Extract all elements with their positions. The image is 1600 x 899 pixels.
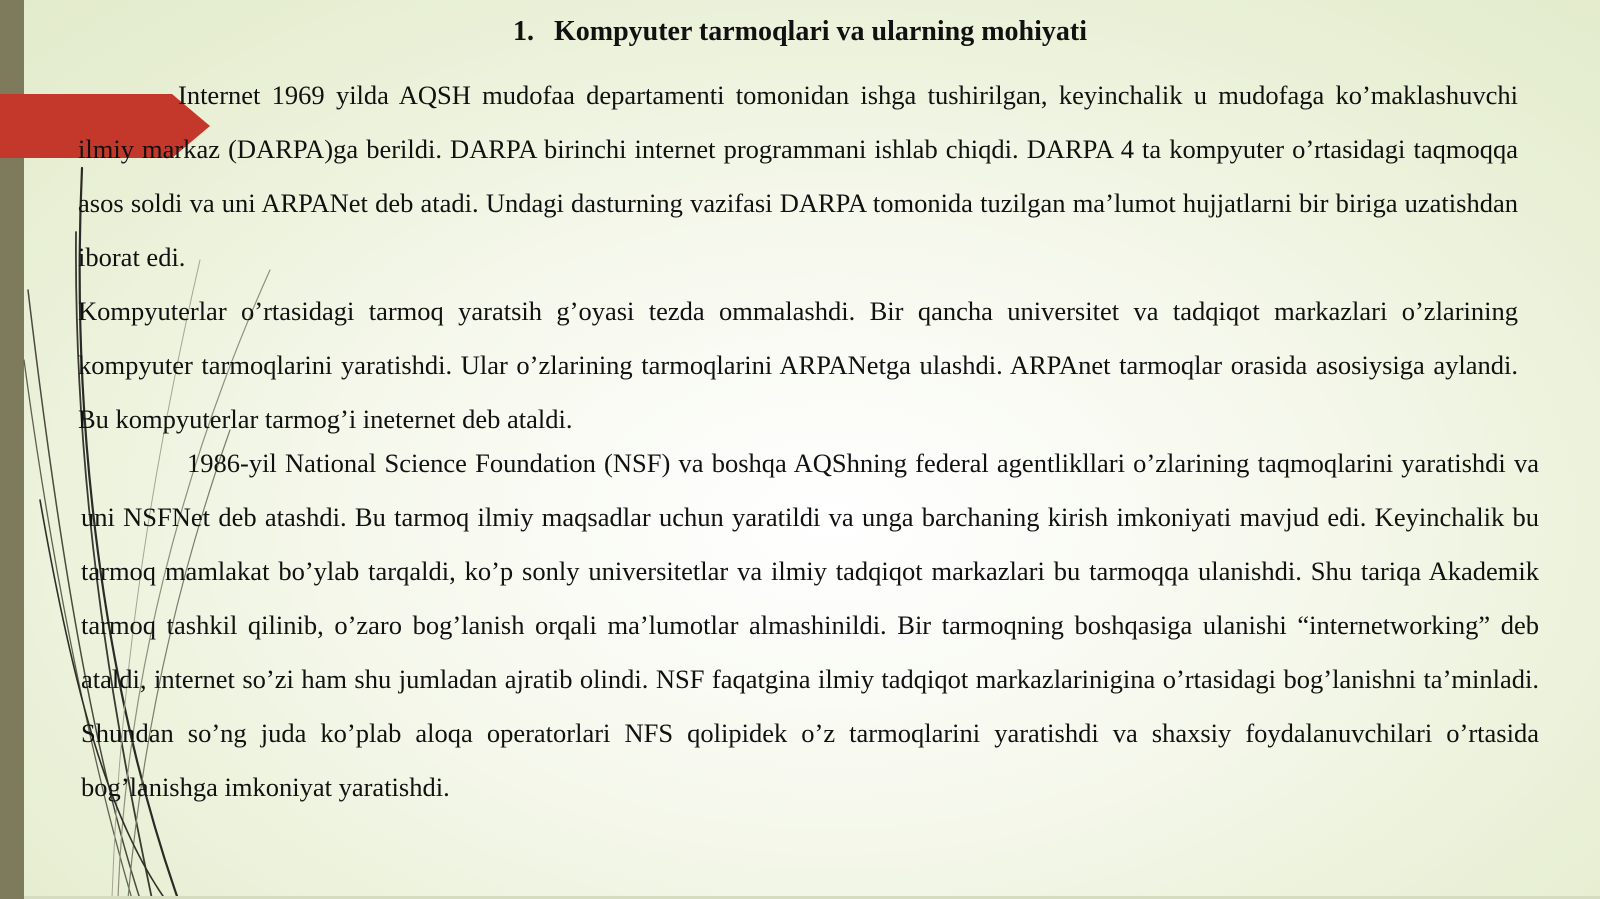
- paragraph-1: Internet 1969 yilda AQSH mudofaa departamenti tomonidan ishga tushirilgan, keyinchalik u mudofaga ko’maklashuvchi ilmiy markaz (DARPA)ga berildi. DARPA birinchi internet programmani ishlab chiqdi. DARPA 4 ta kompyuter o’rtasidagi taqmoqqa asos soldi va uni ARPANet deb atadi. Undagi dasturning vazifasi DARPA tomonida tuzilgan ma’lumot hujjatlarni bir biriga uzatishdan iborat edi.: [78, 80, 1518, 272]
- paragraph-3: 1986-yil National Science Foundation (NSF) va boshqa AQShning federal agentlikllari o’zlarining taqmoqlarini yaratishdi va uni NSFNet deb atashdi. Bu tarmoq ilmiy maqsadlar uchun yaratildi va unga barchaning kirish imkoniyati mavjud edi. Keyinchalik bu tarmoq mamlakat bo’ylab tarqaldi, ko’p sonly universitetlar va ilmiy tadqiqot markazlari bu tarmoqqa ulanishdi. Shu tariqa Akademik tarmoq tashkil qilinib, o’zaro bog’lanish orqali ma’lumotlar almashinildi. Bir tarmoqning boshqasiga ulanishi “internetworking” deb ataldi, internet so’zi ham shu jumladan ajratib olindi. NSF faqatgina ilmiy tadqiqot markazlarinigina o’rtasidagi bog’lanishni ta’minladi. Shundan so’ng juda ko’plab aloqa operatorlari NFS qolipidek o’z tarmoqlarini yaratishdi va shaxsiy foydalanuvchilari o’rtasida bog’lanishga imkoniyat yaratishdi.: [81, 448, 1539, 802]
- title-number: 1.: [512, 16, 534, 47]
- slide-title: [0, 16, 1600, 48]
- paragraph-2: Kompyuterlar o’rtasidagi tarmoq yaratsih g’oyasi tezda ommalashdi. Bir qancha universitet va tadqiqot markazlari o’zlarining kompyuter tarmoqlarini yaratishdi. Ular o’zlarining tarmoqlarini ARPANetga ulashdi. ARPAnet tarmoqlar orasida asosiysiga aylandi. Bu kompyuterlar tarmog’i ineternet deb ataldi.: [78, 296, 1518, 434]
- title-text: Kompyuter tarmoqlari va ularning mohiyati: [553, 16, 1088, 47]
